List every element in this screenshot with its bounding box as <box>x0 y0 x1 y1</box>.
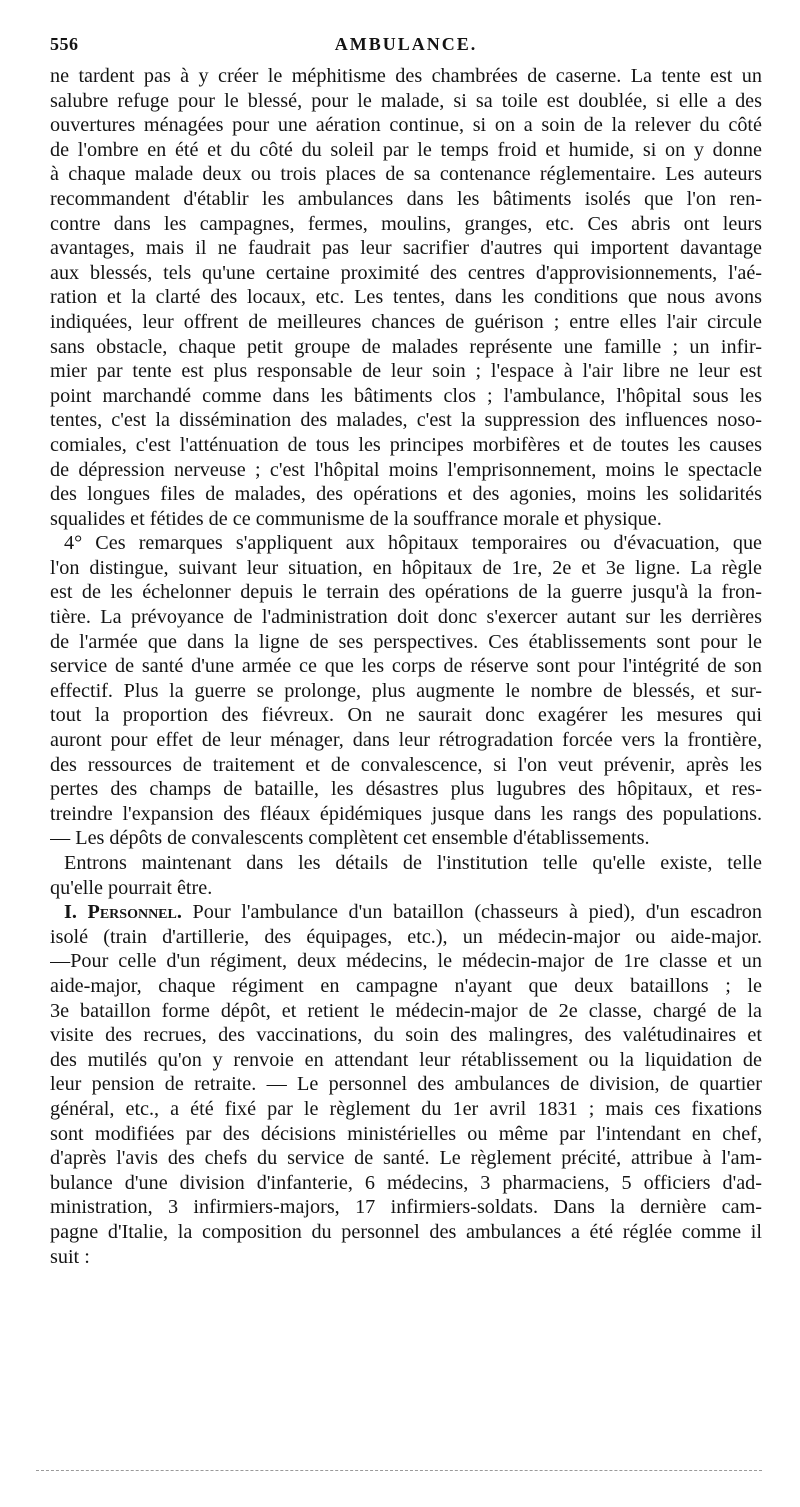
line-text: 4° Ces remarques s'appliquent aux hôpitaux temporaires ou d'évacuation, que <box>64 532 762 555</box>
text-line <box>50 359 762 384</box>
line-text: pagne d'Italie, la composition du personnel des ambulances a été réglée comme il <box>50 1220 762 1243</box>
line-text: service de santé d'une armée ce que les corps de réserve sont pour l'intégrité de son <box>50 655 762 678</box>
page-number: 556 <box>50 34 79 54</box>
line-text: indiquées, leur offrent de meilleures chances de guérison ; entre elles l'air circule <box>50 310 762 333</box>
line-text: pertes des champs de bataille, les désastres plus lugubres des hôpitaux, et res- <box>50 778 762 801</box>
line-text: ministration, 3 infirmiers-majors, 17 infirmiers-soldats. Dans la dernière cam- <box>50 1196 762 1219</box>
text-line <box>50 728 762 753</box>
line-text: de l'ombre en été et du côté du soleil par le temps froid et humide, si on y donne <box>50 138 762 161</box>
line-text: —Pour celle d'un régiment, deux médecins, le médecin-major de 1re classe et un <box>50 950 762 973</box>
text-line <box>50 408 762 433</box>
running-title: AMBULANCE. <box>334 34 478 54</box>
line-text: général, etc., a été fixé par le règlement du 1er avril 1831 ; mais ces fixations <box>50 1097 762 1120</box>
text-line <box>50 335 762 360</box>
line-text: l'on distingue, suivant leur situation, en hôpitaux de 1re, 2e et 3e ligne. La règle <box>50 556 762 579</box>
line-text: Entrons maintenant dans les détails de l'institution telle qu'elle existe, telle <box>64 852 762 874</box>
text-line <box>50 1171 762 1196</box>
line-text: 3e bataillon forme dépôt, et retient le médecin-major de 2e classe, chargé de la <box>50 999 762 1022</box>
line-text: bulance d'une division d'infanterie, 6 médecins, 3 pharmaciens, 5 officiers d'ad- <box>50 1171 762 1194</box>
text-line <box>50 703 762 728</box>
text-line <box>50 802 762 827</box>
line-text: leur pension de retraite. — Le personnel des ambulances de division, de quartier <box>50 1073 762 1096</box>
line-text: sont modifiées par des décisions ministérielles ou même par l'intendant en chef, <box>50 1122 762 1145</box>
line-text: — Les dépôts de convalescents complètent cet ensemble d'établissements. <box>50 827 650 850</box>
text-line <box>50 580 762 605</box>
line-text: ration et la clarté des locaux, etc. Les tentes, dans les conditions que nous avons <box>50 286 762 309</box>
body-text <box>50 64 762 1269</box>
text-line <box>50 999 762 1024</box>
line-text: de dépression nerveuse ; c'est l'hôpital moins l'emprisonnement, moins le spectacle <box>50 458 762 481</box>
line-text: visite des recrues, des vaccinations, du soin des malingres, des valétudinaires et <box>50 1024 762 1047</box>
text-line <box>50 556 762 581</box>
text-line <box>50 458 762 483</box>
line-text: Pour l'ambulance d'un bataillon (chasseurs à pied), d'un escadron <box>181 901 762 924</box>
text-line <box>50 974 762 999</box>
footer-rule <box>36 1470 762 1471</box>
text-line <box>50 507 762 532</box>
line-text: comiales, c'est l'atténuation de tous les principes morbifères et de toutes les causes <box>50 433 762 456</box>
line-text: auront pour effet de leur ménager, dans leur rétrogradation forcée vers la frontière, <box>50 729 762 752</box>
line-text: contre dans les campagnes, fermes, moulins, granges, etc. Ces abris ont leurs <box>50 212 762 235</box>
text-line <box>50 89 762 114</box>
line-text: sans obstacle, chaque petit groupe de malades représente une famille ; un infir- <box>50 335 762 358</box>
line-text: point marchandé comme dans les bâtiments clos ; l'ambulance, l'hôpital sous les <box>50 384 762 407</box>
text-line <box>50 1023 762 1048</box>
text-line <box>50 1122 762 1147</box>
text-line <box>50 531 762 556</box>
line-text: salubre refuge pour le blessé, pour le malade, si sa toile est doublée, si elle a des <box>50 89 762 112</box>
line-text: effectif. Plus la guerre se prolonge, plus augmente le nombre de blessés, et sur- <box>50 679 762 702</box>
line-text: des longues files de malades, des opérations et des agonies, moins les solidarités <box>50 483 762 506</box>
text-line <box>50 679 762 704</box>
line-text: tentes, c'est la dissémination des malades, c'est la suppression des influences noso- <box>50 409 762 432</box>
line-text: de l'armée que dans la ligne de ses perspectives. Ces établissements sont pour le <box>50 630 762 653</box>
text-line <box>50 1072 762 1097</box>
text-line <box>50 1195 762 1220</box>
text-line <box>50 949 762 974</box>
line-text: squalides et fétides de ce communisme de la souffrance morale et physique. <box>50 507 662 530</box>
line-text: isolé (train d'artillerie, des équipages, etc.), un médecin-major ou aide-major. <box>50 925 762 948</box>
text-line <box>50 64 762 89</box>
text-line <box>50 212 762 237</box>
text-line <box>50 162 762 187</box>
line-text: treindre l'expansion des fléaux épidémiques jusque dans les rangs des populations. <box>50 802 762 825</box>
text-line <box>50 384 762 409</box>
text-line <box>50 187 762 212</box>
text-line <box>50 433 762 458</box>
text-line <box>50 261 762 286</box>
line-text: des ressources de traitement et de convalescence, si l'on veut prévenir, après les <box>50 753 762 776</box>
text-line <box>50 1048 762 1073</box>
text-line <box>50 925 762 950</box>
line-text: recommandent d'établir les ambulances dans les bâtiments isolés que l'on ren- <box>50 187 762 210</box>
line-text: suit : <box>50 1245 90 1268</box>
text-line <box>50 777 762 802</box>
line-text: aux blessés, tels qu'une certaine proximité des centres d'approvisionnements, l'aé- <box>50 261 762 284</box>
section-heading: I. Personnel. <box>64 901 182 924</box>
text-line <box>50 753 762 778</box>
text-line <box>50 900 762 925</box>
text-line <box>50 876 762 901</box>
line-text: d'après l'avis des chefs du service de santé. Le règlement précité, attribue à l'am- <box>50 1147 762 1170</box>
text-line <box>50 851 762 876</box>
page-header <box>50 34 762 58</box>
text-line <box>50 1245 762 1270</box>
line-text: qu'elle pourrait être. <box>50 876 213 899</box>
line-text: des mutilés qu'on y renvoie en attendant leur rétablissement ou la liquidation de <box>50 1048 762 1071</box>
text-line <box>50 138 762 163</box>
text-line <box>50 654 762 679</box>
line-text: ne tardent pas à y créer le méphitisme des chambrées de caserne. La tente est un <box>50 65 762 87</box>
text-line <box>50 605 762 630</box>
line-text: tout la proportion des fiévreux. On ne saurait donc exagérer les mesures qui <box>50 704 762 727</box>
line-text: aide-major, chaque régiment en campagne n'ayant que deux bataillons ; le <box>50 974 762 997</box>
line-text: à chaque malade deux ou trois places de sa contenance réglementaire. Les auteurs <box>50 163 762 186</box>
text-line <box>50 285 762 310</box>
text-line <box>50 826 762 851</box>
text-line <box>50 630 762 655</box>
line-text: avantages, mais il ne faudrait pas leur sacrifier d'autres qui importent davantage <box>50 237 762 260</box>
text-line <box>50 113 762 138</box>
line-text: ouvertures ménagées pour une aération continue, si on a soin de la relever du côté <box>50 114 762 137</box>
line-text: est de les échelonner depuis le terrain des opérations de la guerre jusqu'à la fron- <box>50 581 762 604</box>
text-line <box>50 1146 762 1171</box>
text-line <box>50 1097 762 1122</box>
text-line <box>50 310 762 335</box>
text-line <box>50 1220 762 1245</box>
line-text: tière. La prévoyance de l'administration doit donc s'exercer autant sur les derrières <box>50 606 762 629</box>
text-line <box>50 482 762 507</box>
text-line <box>50 236 762 261</box>
line-text: mier par tente est plus responsable de leur soin ; l'espace à l'air libre ne leur est <box>50 360 762 383</box>
